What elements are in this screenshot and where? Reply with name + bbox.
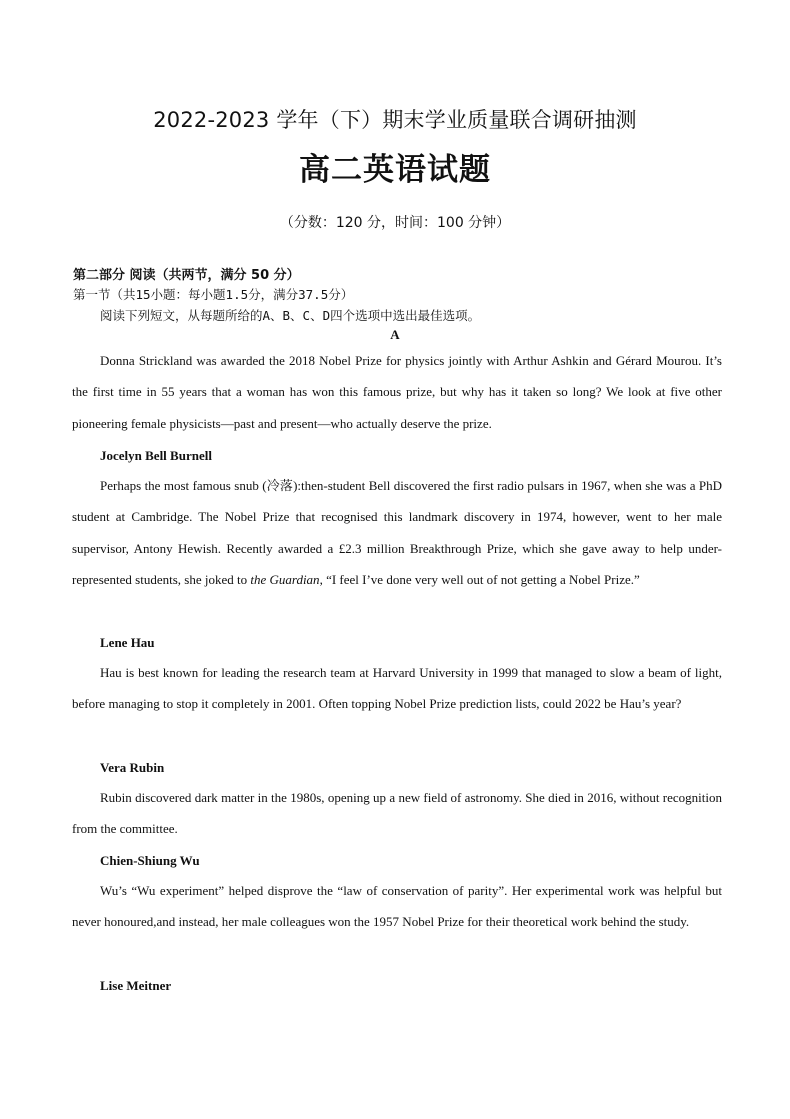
person-text-hau — [72, 657, 722, 720]
burnell-text-before: Perhaps the most famous snub (冷落):then-student Bell discovered the first radio pulsars in 1967, when she was a PhD student at Cambridge. The Nobel Prize that recognised this landmark discovery in 1974, however, went to her male supervisor, Antony Hewish. Recently awarded a £2.3 million Breakthrough Prize, which she gave away to help under-represented students, she joked to — [72, 478, 722, 587]
part-heading: 第二部分 阅读（共两节，满分 50 分） — [73, 268, 300, 283]
burnell-text-after: , “I feel I’ve done very well out of not getting a Nobel Prize.” — [319, 571, 640, 587]
passage-intro-text: Donna Strickland was awarded the 2018 Nobel Prize for physics jointly with Arthur Ashkin and Gérard Mourou. It’s the first time in 55 years that a woman has won this famous prize, but why has it taken so long? We look at five other pioneering female physicists—past and present—who actually deserve the prize. — [72, 353, 722, 431]
person-name-burnell: Jocelyn Bell Burnell — [100, 448, 212, 463]
person-text-wu — [72, 875, 722, 938]
section-heading: 第一节（共15小题：每小题1.5分，满分37.5分） — [73, 287, 354, 302]
person-text-rubin — [72, 782, 722, 845]
wu-text: Wu’s “Wu experiment” helped disprove the “law of conservation of parity”. Her experimental work was helpful but never honoured,and instead, her male colleagues won the 1957 Nobel Prize for their theoretical work behind the study. — [72, 883, 722, 930]
exam-series-heading: 2022-2023 学年（下）期末学业质量联合调研抽测 — [153, 108, 637, 132]
newspaper-name: the Guardian — [250, 571, 320, 587]
person-name-rubin: Vera Rubin — [100, 760, 165, 775]
person-name-wu: Chien-Shiung Wu — [100, 853, 200, 868]
rubin-text: Rubin discovered dark matter in the 1980s, opening up a new field of astronomy. She died in 2016, without recognition from the committee. — [72, 790, 722, 837]
exam-score-time: （分数：120 分，时间：100 分钟） — [279, 215, 511, 231]
hau-text: Hau is best known for leading the research team at Harvard University in 1999 that managed to slow a beam of light, before managing to stop it completely in 2001. Often topping Nobel Prize prediction lists, could 2022 be Hau’s year? — [72, 665, 722, 712]
person-text-burnell — [72, 470, 722, 595]
passage-label: A — [390, 327, 400, 342]
passage-intro — [72, 345, 722, 439]
exam-title: 高二英语试题 — [299, 152, 491, 188]
instruction-text: 阅读下列短文，从每题所给的A、B、C、D四个选项中选出最佳选项。 — [100, 308, 481, 323]
person-name-hau: Lene Hau — [100, 635, 155, 650]
person-name-meitner: Lise Meitner — [100, 978, 172, 993]
